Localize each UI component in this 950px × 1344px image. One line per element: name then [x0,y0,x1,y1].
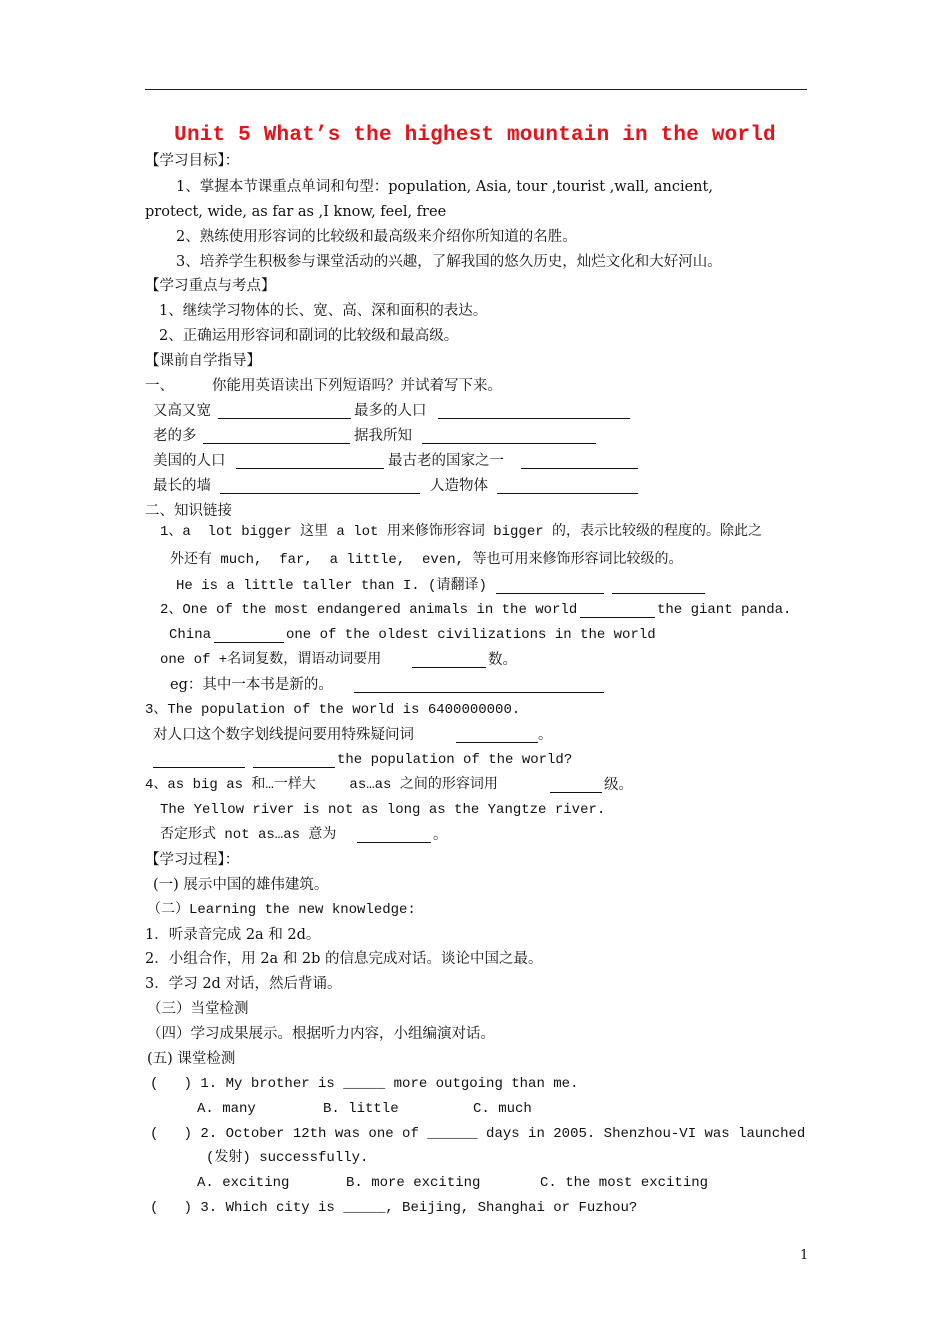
phrase-item: 最多的人口 [354,403,427,419]
part2-heading: 二、知识链接 [145,503,232,519]
answer-blank [218,403,351,419]
knowledge-4b: The Yellow river is not as long as the Yangtze river. [160,802,606,818]
header-rule [145,89,807,90]
quiz-question-2: ( ) 2. October 12th was one of ______ days in 2005. Shenzhou-VI was launched [150,1126,806,1142]
answer-blank [521,453,638,469]
knowledge-2b: China [169,627,212,643]
knowledge-3b: 对人口这个数字划线提问要用特殊疑问词 [153,727,414,743]
answer-blank [550,777,602,793]
phrase-item: 据我所知 [354,428,412,444]
answer-blank [580,602,655,618]
knowledge-3c: the population of the world? [337,752,573,768]
knowledge-1b: 外还有 much, far, a little, even, 等也可用来修饰形容词比较级的。 [170,552,683,568]
process-step-7: （四）学习成果展示。根据听力内容，小组编演对话。 [147,1026,495,1042]
knowledge-4a: 4、as big as 和…一样大 as…as 之间的形容词用 [145,777,498,793]
quiz-option: A. exciting [197,1175,290,1191]
page-number: 1 [800,1248,809,1263]
answer-blank [456,727,538,743]
process-step-2: （二）Learning the new knowledge: [147,902,416,918]
process-step-4: 2．小组合作，用 2a 和 2b 的信息完成对话。谈论中国之最。 [145,951,543,967]
quiz-option: A. many [197,1101,256,1117]
quiz-option: B. little [323,1101,399,1117]
page-title: Unit 5 What’s the highest mountain in the world [174,124,776,147]
answer-blank [422,428,596,444]
focus-1: 1、继续学习物体的长、宽、高、深和面积的表达。 [159,303,488,319]
goal-1a: 1、掌握本节课重点单词和句型：population, Asia, tour ,tourist ,wall, ancient, [176,179,713,195]
answer-blank [438,403,630,419]
knowledge-4a-end: 级。 [604,777,633,793]
knowledge-2b-end: one of the oldest civilizations in the world [286,627,656,643]
answer-blank [354,677,604,693]
knowledge-1c: He is a little taller than I. (请翻译) [176,578,487,594]
goal-2: 2、熟练使用形容词的比较级和最高级来介绍你所知道的名胜。 [176,229,577,245]
knowledge-1a: 1、a lot bigger 这里 a lot 用来修饰形容词 bigger 的，表示比较级的程度的。除此之 [160,524,763,540]
process-heading: 【学习过程】： [145,852,240,868]
knowledge-4c: 否定形式 not as…as 意为 [160,827,337,843]
phrase-item: 最长的墙 [153,478,211,494]
answer-blank [153,752,245,768]
knowledge-3b-end: 。 [538,727,553,743]
phrase-item: 又高又宽 [153,403,211,419]
process-step-6: （三）当堂检测 [147,1001,249,1017]
quiz-question-1: ( ) 1. My brother is _____ more outgoing than me. [150,1076,579,1092]
phrase-item: 最古老的国家之一 [388,453,504,469]
answer-blank [412,652,486,668]
quiz-option: B. more exciting [346,1175,481,1191]
quiz-option: C. much [473,1101,532,1117]
quiz-option: C. the most exciting [540,1175,709,1191]
phrase-item: 美国的人口 [153,453,226,469]
self-study-heading: 【课前自学指导】 [145,353,261,369]
process-step-1: (一) 展示中国的雄伟建筑。 [153,877,329,893]
answer-blank [496,578,604,594]
answer-blank [220,478,420,494]
answer-blank [214,627,284,643]
part1-number: 一、 [145,378,174,394]
knowledge-4c-end: 。 [433,827,448,843]
knowledge-2a-end: the giant panda. [657,602,792,618]
knowledge-2a: 2、One of the most endangered animals in the world [160,602,578,618]
phrase-item: 人造物体 [430,478,488,494]
answer-blank [357,827,431,843]
phrase-item: 老的多 [153,428,197,444]
answer-blank [236,453,384,469]
goal-3: 3、培养学生积极参与课堂活动的兴趣，了解我国的悠久历史，灿烂文化和大好河山。 [176,254,722,270]
knowledge-2c-end: 数。 [488,652,517,668]
goals-heading: 【学习目标】： [145,153,240,169]
process-step-8: (五) 课堂检测 [147,1051,236,1067]
answer-blank [497,478,638,494]
process-step-3: 1．听录音完成 2a 和 2d。 [145,927,321,943]
knowledge-3a: 3、The population of the world is 6400000000. [145,702,521,718]
knowledge-2c: one of +名词复数，谓语动词要用 [160,652,382,668]
goal-1b: protect, wide, as far as ,I know, feel, free [145,204,447,220]
knowledge-2d: eg：其中一本书是新的。 [170,677,333,693]
answer-blank [253,752,335,768]
quiz-question-2-cont: (发射) successfully. [206,1150,369,1166]
quiz-question-3: ( ) 3. Which city is _____, Beijing, Shanghai or Fuzhou? [150,1200,638,1216]
part1-instruction: 你能用英语读出下列短语吗？并试着写下来。 [212,378,502,394]
answer-blank [203,428,350,444]
focus-heading: 【学习重点与考点】 [145,278,276,294]
answer-blank [612,578,705,594]
focus-2: 2、正确运用形容词和副词的比较级和最高级。 [159,328,459,344]
process-step-5: 3．学习 2d 对话，然后背诵。 [145,976,342,992]
